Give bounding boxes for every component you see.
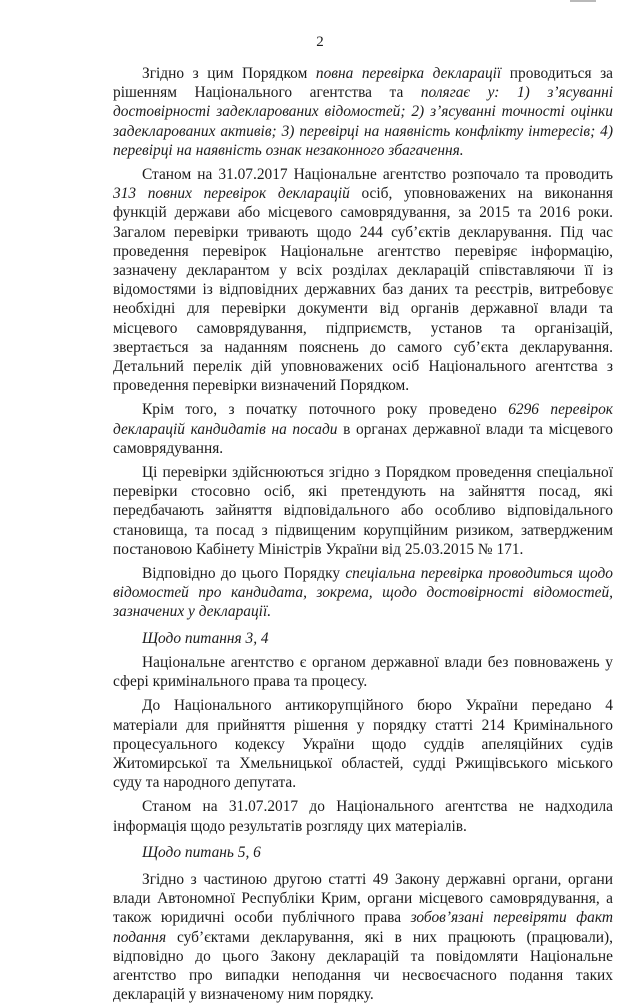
- text-run: проводиться за рішенням Національного агентства та: [113, 65, 614, 102]
- paragraph: [113, 797, 613, 835]
- text-run: суб’єктами декларування, які в них працюють (працювали), відповідно до цього Закону декларацій та повідомляти Національне агентство про випадки неподання чи несвоєчасного подання таких декларацій у визначеному ним порядку.: [113, 928, 613, 1004]
- text-run: Згідно з цим Порядком: [142, 65, 316, 82]
- italic-text: спеціальна перевірка проводиться щодо відомостей про кандидата, зокрема, щодо достовірності відомостей, зазначених у декларації.: [113, 565, 613, 621]
- text-run: Ці перевірки здійснюються згідно з Порядком проведення спеціальної перевірки стосовно осіб, які претендують на зайняття посад, які передбачають зайняття відповідального або особливо відповідального становища, та посад з підвищеним корупційним ризиком, затвердженим постановою Кабінету Міністрів України від 25.03.2015 № 171.: [113, 464, 613, 558]
- text-run: Відповідно до цього Порядку: [142, 565, 346, 583]
- paragraph: [113, 564, 613, 622]
- corner-scan-mark: [570, 0, 596, 2]
- italic-text: 6296 перевірок декларацій кандидатів на посади: [113, 401, 613, 438]
- text-run: Крім того, з початку поточного року проведено: [142, 401, 509, 419]
- section-heading: [113, 843, 613, 862]
- italic-text: 313 повних перевірок декларацій: [113, 185, 350, 203]
- text-run: До Національного антикорупційного бюро України передано 4 матеріали для прийняття рішення у порядку статті 214 Кримінального процесуального кодексу України щодо суддів апеляційних судів Житомирської та Хмельницької областей, судді Ржищівського міського суду та народного депутата.: [113, 697, 613, 792]
- page-number: 2: [316, 34, 324, 50]
- paragraph: [113, 64, 613, 160]
- paragraph: [113, 165, 613, 395]
- italic-text: зобов’язані перевіряти факт подання: [113, 909, 613, 946]
- paragraph: [113, 653, 613, 691]
- paragraph: [113, 870, 613, 1004]
- text-run: Національне агентство є органом державної влади без повноважень у сфері кримінального права та процесу.: [113, 653, 613, 691]
- italic-text: полягає у: 1) з’ясуванні достовірності задекларованих відомостей; 2) з’ясуванні точності оцінки задекларованих активів; 3) перевірці на наявність конфлікту інтересів; 4) перевірці на наявність ознак незаконного збагачення.: [113, 84, 613, 159]
- text-run: Станом на 31.07.2017 Національне агентство розпочало та проводить: [142, 166, 613, 184]
- text-run: Станом на 31.07.2017 до Національного агентства не надходила інформація щодо результатів розгляду цих матеріалів.: [113, 798, 613, 835]
- paragraph: [113, 696, 613, 792]
- document-body: [113, 64, 613, 1004]
- italic-text: Щодо питання 3, 4: [142, 629, 269, 647]
- text-run: Згідно з частиною другою статті 49 Закону державні органи, органи влади Автономної Республіки Крим, органи місцевого самоврядування, а також юридичні особи публічного права: [113, 870, 613, 927]
- text-run: в органах державної влади та місцевого самоврядування.: [113, 420, 613, 457]
- paragraph: [113, 463, 613, 559]
- paragraph: [113, 400, 613, 458]
- italic-text: повна перевірка декларації: [315, 65, 502, 82]
- section-heading: [113, 629, 613, 648]
- text-run: осіб, уповноважених на виконання функцій держави або місцевого самоврядування, за 2015 та 2016 роки. Загалом перевірки тривають щодо 244 суб’єктів декларування. Під час проведення перевірок Національне агентство перевіряє інформацію, зазначену декларантом у всіх розділах декларацій співставляючи її із відомостями із відповідних державних баз даних та реєстрів, витребовує необхідні для перевірки документи від органів державної влади та місцевого самоврядування, підприємств, установ та організацій, звертається за наданням пояснень до самого суб’єкта декларування. Детальний перелік дій уповноважених осіб Національного агентства з проведення перевірки визначений Порядком.: [113, 185, 613, 395]
- italic-text: Щодо питань 5, 6: [142, 843, 261, 861]
